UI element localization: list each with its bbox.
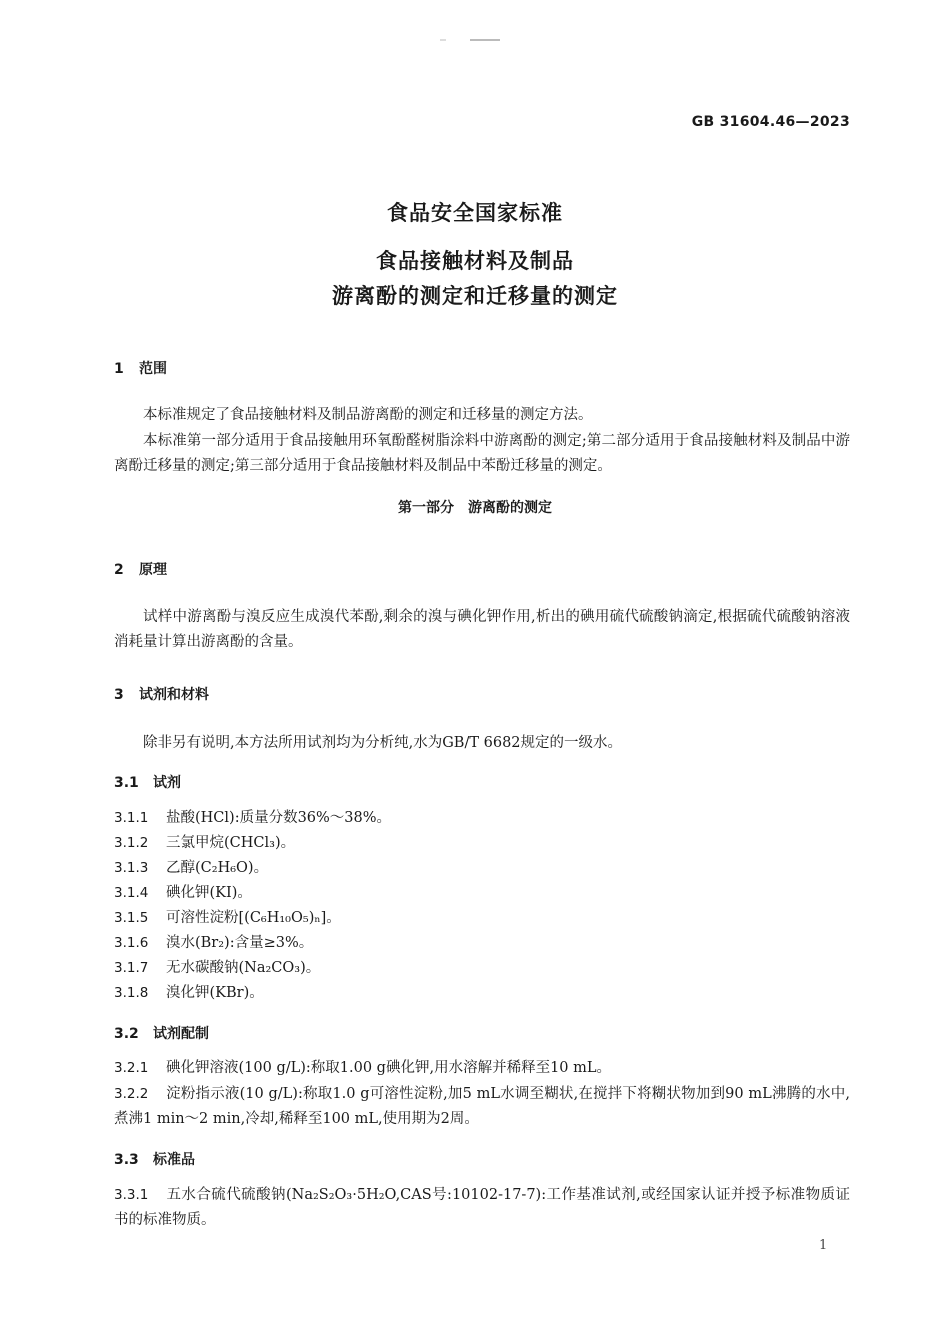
list-item: 3.1.7 无水碳酸钠(Na₂CO₃)。 [114, 960, 321, 976]
list-item: 3.1.6 溴水(Br₂):含量≥3%。 [114, 935, 314, 951]
subsection-title: 标准品 [153, 1152, 195, 1168]
doc-title-3: 游离酚的测定和迁移量的测定 [332, 284, 618, 308]
section-number: 3 [114, 687, 124, 703]
doc-title-2: 食品接触材料及制品 [376, 249, 574, 273]
subsection-title: 试剂配制 [153, 1026, 209, 1042]
list-item: 3.1.5 可溶性淀粉[(C₆H₁₀O₅)ₙ]。 [114, 910, 341, 926]
subsection-number: 3.1 [114, 775, 139, 791]
paragraph: 试样中游离酚与溴反应生成溴代苯酚,剩余的溴与碘化钾作用,析出的碘用硫代硫酸钠滴定,根据硫代硫酸钠溶液消耗量计算出游离酚的含量。 [114, 609, 850, 650]
standard-number: GB 31604.46—2023 [691, 114, 850, 130]
paragraph: 本标准规定了食品接触材料及制品游离酚的测定和迁移量的测定方法。 [143, 407, 593, 423]
section-heading-3 [114, 684, 209, 704]
section-title: 范围 [139, 361, 167, 377]
subsection-heading-3-3 [114, 1149, 195, 1169]
section-heading-1 [114, 358, 167, 378]
section-title: 原理 [139, 562, 167, 578]
paragraph: 本标准第一部分适用于食品接触用环氧酚醛树脂涂料中游离酚的测定;第二部分适用于食品接触材料及制品中游离酚迁移量的测定;第三部分适用于食品接触材料及制品中苯酚迁移量的测定。 [114, 433, 850, 474]
section-number: 1 [114, 361, 124, 377]
section-heading-2 [114, 559, 167, 579]
subsection-heading-3-2 [114, 1023, 209, 1043]
list-item: 3.1.2 三氯甲烷(CHCl₃)。 [114, 835, 296, 851]
list-item: 3.1.8 溴化钾(KBr)。 [114, 985, 264, 1001]
subsection-heading-3-1 [114, 772, 181, 792]
list-item: 3.2.2 淀粉指示液(10 g/L):称取1.0 g可溶性淀粉,加5 mL水调至糊状,在搅拌下将糊状物加到90 mL沸腾的水中,煮沸1 min～2 min,冷却,稀释至100 mL,使用期为2周。 [114, 1086, 850, 1127]
page-number: 1 [819, 1238, 828, 1253]
part-heading: 第一部分 游离酚的测定 [398, 500, 552, 516]
subsection-title: 试剂 [153, 775, 181, 791]
list-item: 3.1.4 碘化钾(KI)。 [114, 885, 252, 901]
list-item: 3.1.3 乙醇(C₂H₆O)。 [114, 860, 269, 876]
section-title: 试剂和材料 [139, 687, 209, 703]
list-item: 3.1.1 盐酸(HCl):质量分数36%～38%。 [114, 810, 392, 826]
subsection-number: 3.2 [114, 1026, 139, 1042]
doc-title-1: 食品安全国家标准 [387, 201, 563, 225]
list-item: 3.3.1 五水合硫代硫酸钠(Na₂S₂O₃·5H₂O,CAS号:10102-17-7):工作基准试剂,或经国家认证并授予标准物质证书的标准物质。 [114, 1187, 850, 1228]
paragraph: 除非另有说明,本方法所用试剂均为分析纯,水为GB/T 6682规定的一级水。 [143, 735, 623, 751]
list-item: 3.2.1 碘化钾溶液(100 g/L):称取1.00 g碘化钾,用水溶解并稀释至10 mL。 [114, 1060, 612, 1076]
header-mark [440, 36, 520, 44]
section-number: 2 [114, 562, 124, 578]
subsection-number: 3.3 [114, 1152, 139, 1168]
